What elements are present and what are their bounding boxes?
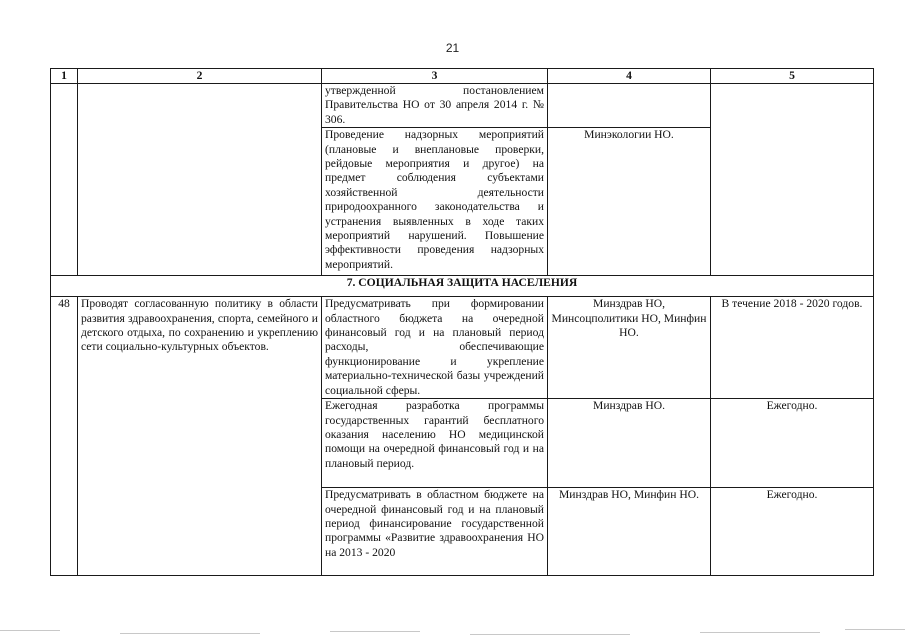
row-number-cell: [51, 84, 78, 276]
agreement-table: [50, 68, 874, 576]
executor-cell: Минэкологии НО.: [548, 128, 711, 276]
section-title: 7. СОЦИАЛЬНАЯ ЗАЩИТА НАСЕЛЕНИЯ: [51, 276, 874, 297]
measure-cell: Предусматривать в областном бюджете на очередной финансовый год и на плановый период финансирование государственной программы «Развитие здравоохранения НО на 2013 - 2020: [322, 488, 548, 576]
header-row: [51, 69, 874, 84]
executor-cell: Минздрав НО, Минсоцполитики НО, Минфин НО.: [548, 297, 711, 399]
page-number: 21: [445, 41, 460, 55]
term-cell: [711, 84, 874, 276]
scan-artifact-lines: [0, 625, 905, 640]
section-row: [51, 276, 874, 297]
executor-cell: Минздрав НО.: [548, 399, 711, 488]
measure-cell: Проведение надзорных мероприятий (плановые и внеплановые проверки, рейдовые мероприятия и другое) на предмет соблюдения субъектами хозяйственной деятельности природоохранного законодательства и устранения выявленных в ходе таких мероприятий нарушений. Повышение эффективности проведения надзорных мероприятий.: [322, 128, 548, 276]
term-cell: Ежегодно.: [711, 488, 874, 576]
term-cell: Ежегодно.: [711, 399, 874, 488]
term-cell: В течение 2018 - 2020 годов.: [711, 297, 874, 399]
description-cell: [78, 84, 322, 276]
executor-cell: [548, 84, 711, 128]
measure-cell: Ежегодная разработка программы государственных гарантий бесплатного оказания населению НО медицинской помощи на очередной финансовый год и на плановый период.: [322, 399, 548, 488]
col-header-1: 1: [51, 69, 78, 84]
col-header-3: 3: [322, 69, 548, 84]
measure-cell: Предусматривать при формировании областного бюджета на очередной финансовый год и на плановый период расходы, обеспечивающие функционирование и укрепление материально-технической базы учреждений социальной сферы.: [322, 297, 548, 399]
measure-cell: утвержденной постановлением Правительства НО от 30 апреля 2014 г. № 306.: [322, 84, 548, 128]
row-number: 48: [51, 297, 78, 576]
row-description: Проводят согласованную политику в области развития здравоохранения, спорта, семейного и детского отдыха, по сохранению и укреплению сети социально-культурных объектов.: [78, 297, 322, 576]
col-header-2: 2: [78, 69, 322, 84]
col-header-5: 5: [711, 69, 874, 84]
executor-cell: Минздрав НО, Минфин НО.: [548, 488, 711, 576]
table-row: [51, 84, 874, 128]
col-header-4: 4: [548, 69, 711, 84]
table-row: [51, 297, 874, 399]
